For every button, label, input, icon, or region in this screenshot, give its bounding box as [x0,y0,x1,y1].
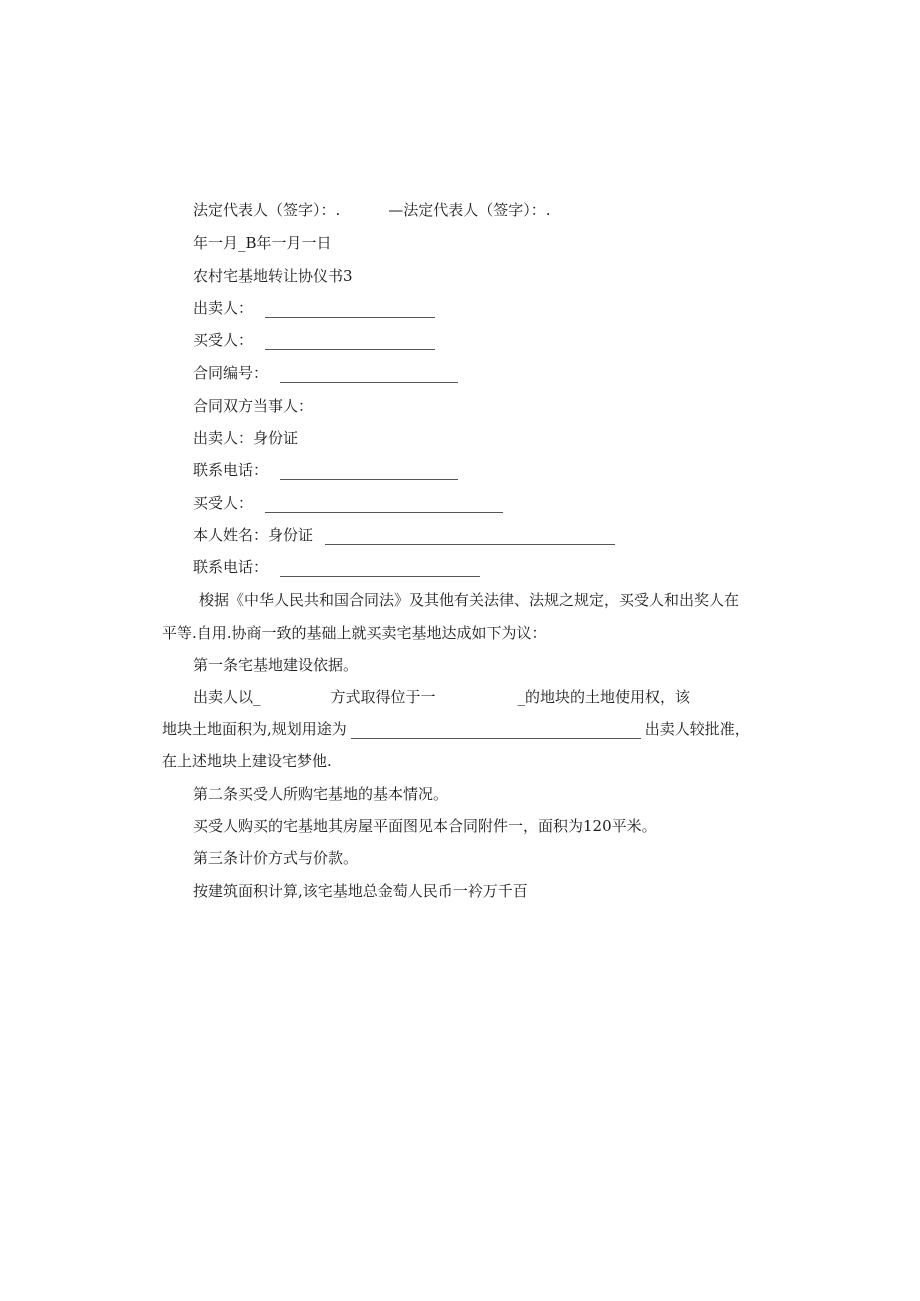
phone-label: 联系电话： [193,461,269,479]
parties-heading: 合同双方当事人： [193,397,314,415]
article-1-line-2 [162,719,750,739]
article-1-text-d: 地块土地面积为,规划用途为 [162,720,347,738]
phone-row-2 [193,557,480,577]
phone-blank [280,465,458,480]
buyer-row-2 [193,493,503,513]
buyer-blank [265,335,435,350]
buyer-label: 买受人： [193,494,254,512]
article-1-line-3: 在上述地块上建设宅梦他. [162,752,332,770]
article-1-line-1 [193,687,690,707]
contract-number-blank [280,368,458,383]
contract-number-label: 合同编号： [193,364,269,382]
seller-blank [265,303,435,318]
article-1-text-c: _的地块的土地使用权，该 [517,688,691,706]
seller-row [193,298,435,318]
article-3-body: 按建筑面积计算,该宅基地总金萄人民币一衿万千百 [193,882,528,900]
article-1-text-b: 方式取得位于一 [330,688,436,706]
right-signature-label: —法定代表人（签字）：. [388,201,551,219]
basis-paragraph-line-2: 平等.自用.协商一致的基础上就买卖宅基地达成如下为议： [162,624,547,642]
basis-paragraph-line-1: 梭据《中华人民共和国合同法》及其他有关法律、法规之规定，买受人和出奖人在 [199,591,740,609]
phone-row-1 [193,460,458,480]
buyer-label: 买受人： [193,331,254,349]
article-1-text-a: 出卖人以_ [193,688,261,706]
article-3-title: 第三条计价方式与价款。 [193,849,359,867]
article-1-text-e: 出卖人较批准， [644,720,750,738]
date-line: 年一月_B年一月一日 [193,234,332,252]
seller-id-line: 出卖人：身份证 [193,429,299,447]
land-use-blank [351,724,641,739]
name-id-label: 本人姓名：身份证 [193,526,314,544]
buyer-row [193,330,435,350]
phone-blank [280,562,480,577]
article-2-title: 第二条买受人所购宅基地的基本情况。 [193,785,449,803]
name-id-blank [325,530,615,545]
article-1-title: 第一条宅基地建设依据。 [193,656,359,674]
left-signature-label: 法定代表人（签字）：. [193,201,341,219]
buyer-blank [265,498,503,513]
document-title: 农村宅基地转让协仪书3 [193,267,353,285]
name-id-row [193,525,615,545]
article-2-body: 买受人购买的宅基地其房屋平面图见本合同附件一，面积为120平米。 [193,817,657,835]
contract-number-row [193,363,458,383]
seller-label: 出卖人： [193,299,254,317]
phone-label: 联系电话： [193,558,269,576]
signature-line [193,200,551,220]
